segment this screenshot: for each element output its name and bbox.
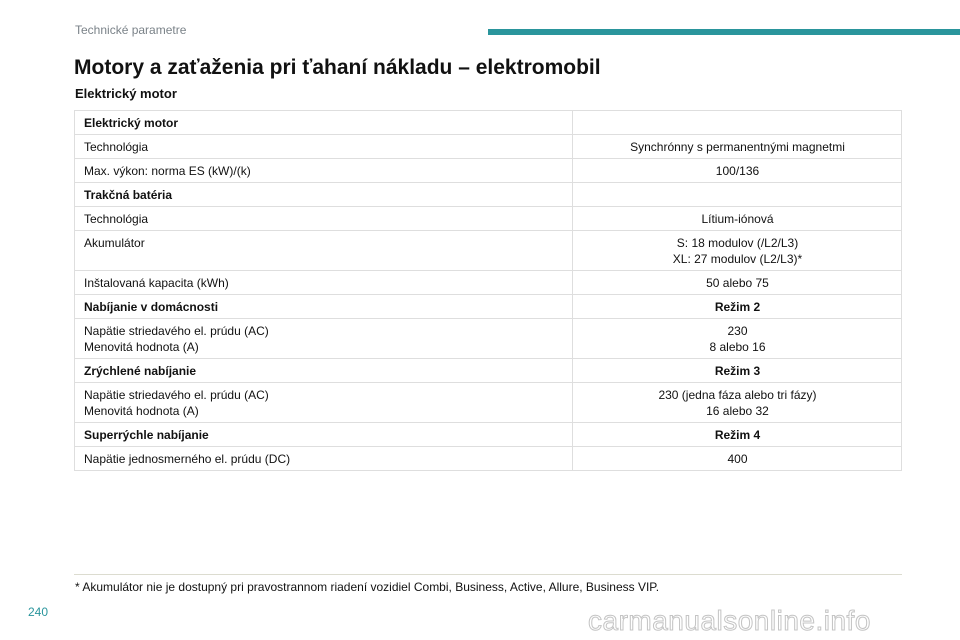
table-row xyxy=(75,159,902,183)
row-label: Superrýchle nabíjanie xyxy=(75,423,573,447)
table-row xyxy=(75,111,902,135)
page-title: Motory a zaťaženia pri ťahaní nákladu – elektromobil xyxy=(74,56,601,79)
table-row xyxy=(75,183,902,207)
row-value: Režim 3 xyxy=(573,359,902,383)
table-row xyxy=(75,295,902,319)
table-row xyxy=(75,135,902,159)
table-row xyxy=(75,231,902,271)
table-row xyxy=(75,423,902,447)
row-label: Inštalovaná kapacita (kWh) xyxy=(75,271,573,295)
row-value: Lítium-iónová xyxy=(573,207,902,231)
row-value: Režim 4 xyxy=(573,423,902,447)
table-row xyxy=(75,447,902,471)
row-label: Technológia xyxy=(75,135,573,159)
row-label: Napätie striedavého el. prúdu (AC) Menovitá hodnota (A) xyxy=(75,319,573,359)
row-label: Nabíjanie v domácnosti xyxy=(75,295,573,319)
row-label: Technológia xyxy=(75,207,573,231)
row-label: Akumulátor xyxy=(75,231,573,271)
row-label: Max. výkon: norma ES (kW)/(k) xyxy=(75,159,573,183)
footnote-divider xyxy=(74,574,902,575)
row-value xyxy=(573,183,902,207)
header-accent-bar xyxy=(488,29,960,35)
spec-table xyxy=(74,110,902,471)
table-row xyxy=(75,319,902,359)
row-value: 230 8 alebo 16 xyxy=(573,319,902,359)
subtitle: Elektrický motor xyxy=(75,86,177,101)
table-row xyxy=(75,359,902,383)
row-value: 400 xyxy=(573,447,902,471)
row-label: Trakčná batéria xyxy=(75,183,573,207)
row-value: 230 (jedna fáza alebo tri fázy) 16 alebo 32 xyxy=(573,383,902,423)
footnote: * Akumulátor nie je dostupný pri pravostrannom riadení vozidiel Combi, Business, Active, Allure, Business VIP. xyxy=(75,580,660,594)
page-number: 240 xyxy=(28,605,49,619)
row-value: 50 alebo 75 xyxy=(573,271,902,295)
table-row xyxy=(75,383,902,423)
row-label: Napätie striedavého el. prúdu (AC) Menovitá hodnota (A) xyxy=(75,383,573,423)
table-row xyxy=(75,271,902,295)
section-label: Technické parametre xyxy=(75,23,187,37)
watermark: carmanualsonline.info xyxy=(588,605,871,636)
table-row xyxy=(75,207,902,231)
row-value: Režim 2 xyxy=(573,295,902,319)
row-value: 100/136 xyxy=(573,159,902,183)
row-label: Napätie jednosmerného el. prúdu (DC) xyxy=(75,447,573,471)
row-label: Elektrický motor xyxy=(75,111,573,135)
row-label: Zrýchlené nabíjanie xyxy=(75,359,573,383)
row-value: S: 18 modulov (/L2/L3) XL: 27 modulov (L2/L3)* xyxy=(573,231,902,271)
row-value: Synchrónny s permanentnými magnetmi xyxy=(573,135,902,159)
row-value xyxy=(573,111,902,135)
